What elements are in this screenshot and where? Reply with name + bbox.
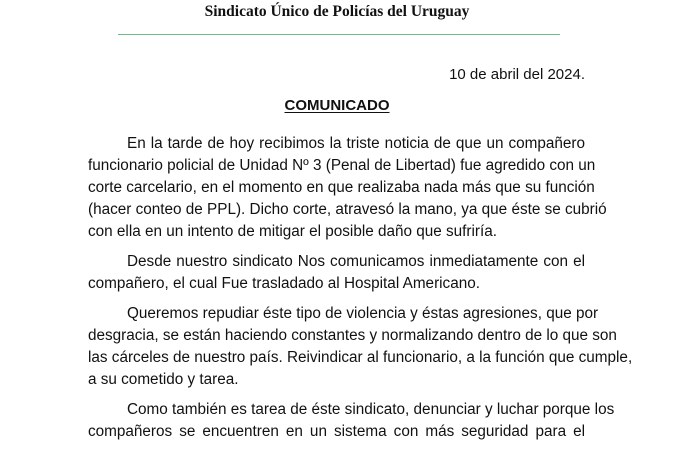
paragraph-line: (hacer conteo de PPL). Dicho corte, atravesó la mano, ya que éste se cubrió: [88, 201, 607, 218]
paragraph-line: Desde nuestro sindicato Nos comunicamos inmediatamente con el: [127, 253, 585, 270]
paragraph: [88, 133, 607, 243]
document-date: 10 de abril del 2024.: [449, 66, 585, 83]
paragraph-line: desgracia, se están haciendo constantes y normalizando dentro de lo que son: [88, 327, 617, 344]
paragraph-line: compañero, el cual Fue trasladado al Hospital Americano.: [88, 275, 480, 292]
paragraph-line: compañeros se encuentren en un sistema con más seguridad para el: [88, 423, 585, 440]
paragraph: [88, 251, 585, 295]
paragraph-line: En la tarde de hoy recibimos la triste noticia de que un compañero: [127, 135, 585, 152]
paragraph: [88, 399, 615, 443]
paragraph-line: corte carcelario, en el momento en que realizaba nada más que su función: [88, 179, 595, 196]
document-body: [88, 133, 633, 451]
organization-header: Sindicato Único de Policías del Uruguay: [204, 3, 470, 20]
document-title: COMUNICADO: [284, 97, 390, 114]
paragraph-line: con ella en un intento de mitigar el posible daño que sufriría.: [88, 223, 498, 240]
header-divider: [118, 34, 560, 35]
paragraph-line: funcionario policial de Unidad Nº 3 (Penal de Libertad) fue agredido con un: [88, 157, 596, 174]
paragraph-line: Queremos repudiar éste tipo de violencia y éstas agresiones, que por: [127, 305, 599, 322]
paragraph-line: a su cometido y tarea.: [88, 371, 239, 388]
paragraph-line: las cárceles de nuestro país. Reivindicar al funcionario, a la función que cumple,: [88, 349, 633, 366]
paragraph: [88, 303, 633, 391]
paragraph-line: Como también es tarea de éste sindicato, denunciar y luchar porque los: [127, 401, 615, 418]
